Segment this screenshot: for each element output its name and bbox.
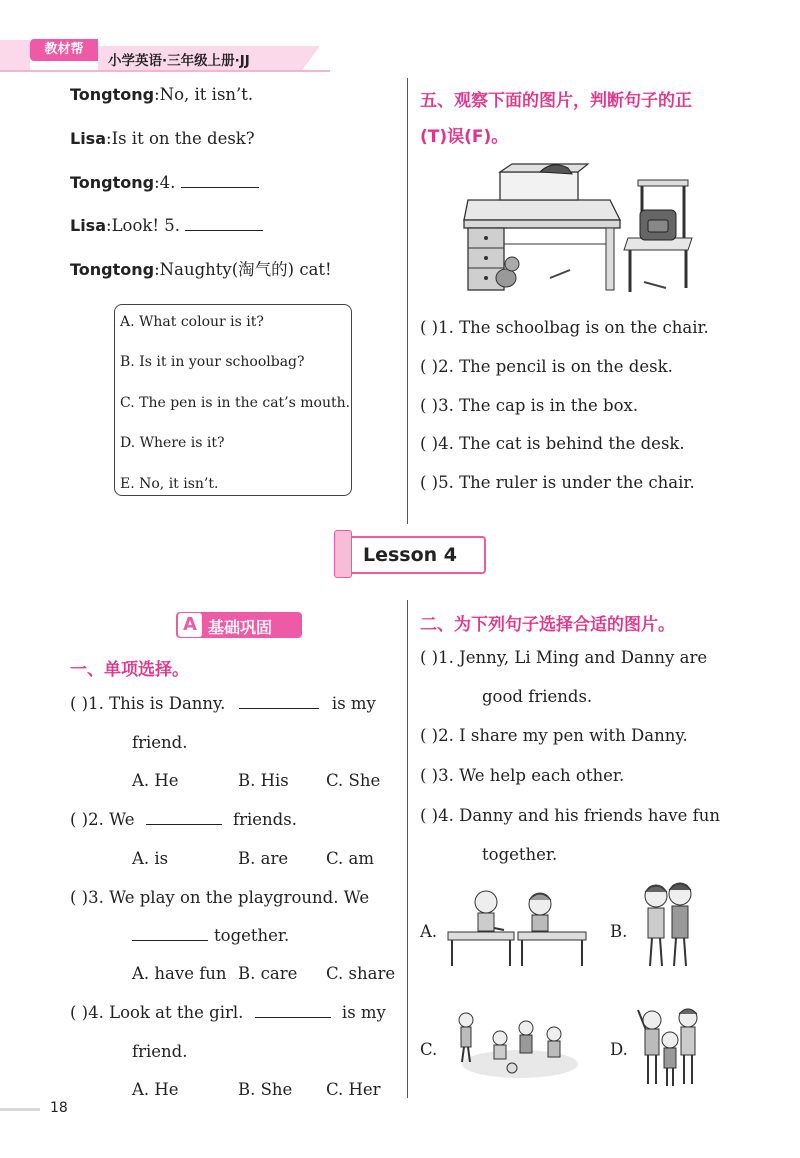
option-e: E. No, it isn’t.	[120, 476, 219, 492]
q1-line-2: friend.	[132, 733, 188, 752]
q2-opt-c: C. am	[326, 849, 375, 868]
s2-item-1: ( )1. Jenny, Li Ming and Danny are	[420, 648, 708, 667]
s2-item-2: ( )2. I share my pen with Danny.	[420, 726, 688, 745]
section5-title-1: 五、观察下面的图片，判断句子的正	[420, 91, 692, 111]
q1-opt-b: B. His	[238, 771, 289, 790]
dialogue-line-5: Tongtong:Naughty(淘气的) cat!	[70, 260, 332, 279]
answer-blank[interactable]	[239, 695, 319, 709]
q2-opt-b: B. are	[238, 849, 289, 868]
q4-opt-b: B. She	[238, 1080, 293, 1099]
picture-c-kids-playing	[450, 1010, 582, 1084]
s2-item-1-line-2: good friends.	[482, 687, 593, 706]
picture-b-two-girls	[636, 880, 700, 972]
section5-item-5: ( )5. The ruler is under the chair.	[420, 473, 695, 492]
header-badge: 教材帮	[30, 39, 98, 61]
page-number-bar	[0, 1108, 40, 1111]
page-number: 18	[50, 1100, 68, 1116]
q4-opt-c: C. Her	[326, 1080, 381, 1099]
pic-label-b: B.	[610, 922, 628, 941]
section5-title-2: (T)误(F)。	[420, 127, 509, 147]
q2-line: ( )2. We friends.	[70, 810, 297, 829]
header-underline	[0, 70, 330, 72]
q3-opt-c: C. share	[326, 964, 396, 983]
q1-line: ( )1. This is Danny. is my	[70, 694, 376, 713]
dialogue-line-3: Tongtong:4.	[70, 173, 259, 193]
dialogue-line-2: Lisa:Is it on the desk?	[70, 129, 255, 148]
section2-title: 二、为下列句子选择合适的图片。	[420, 615, 675, 635]
s2-item-4-line-2: together.	[482, 845, 558, 864]
s2-item-4: ( )4. Danny and his friends have fun	[420, 806, 720, 825]
q3-line-2: together.	[132, 926, 289, 946]
section5-item-1: ( )1. The schoolbag is on the chair.	[420, 318, 709, 337]
q1-opt-c: C. She	[326, 771, 381, 790]
option-b: B. Is it in your schoolbag?	[120, 354, 305, 370]
section5-item-4: ( )4. The cat is behind the desk.	[420, 434, 685, 453]
answer-blank[interactable]	[132, 927, 208, 941]
dialogue-line-1: Tongtong:No, it isn’t.	[70, 85, 254, 104]
option-a: A. What colour is it?	[120, 314, 264, 330]
answer-blank[interactable]	[255, 1004, 331, 1018]
pic-label-c: C.	[420, 1040, 438, 1059]
dialogue-line-4: Lisa:Look! 5.	[70, 216, 263, 236]
section5-item-2: ( )2. The pencil is on the desk.	[420, 357, 673, 376]
q4-line-2: friend.	[132, 1042, 188, 1061]
q2-opt-a: A. is	[132, 849, 169, 868]
answer-blank[interactable]	[181, 174, 259, 188]
column-divider-top	[407, 78, 408, 524]
q3-opt-a: A. have fun	[132, 964, 227, 983]
lesson-title: Lesson 4	[362, 544, 458, 566]
pic-label-a: A.	[420, 922, 438, 941]
q3-line: ( )3. We play on the playground. We	[70, 888, 370, 907]
q3-opt-b: B. care	[238, 964, 298, 983]
desk-chair-illustration	[460, 160, 700, 300]
column-divider-bottom	[407, 600, 408, 1098]
header-title: 小学英语·三年级上册·JJ	[108, 53, 250, 69]
picture-d-group-waving	[634, 1000, 704, 1090]
section1-title: 一、单项选择。	[70, 660, 189, 680]
q4-opt-a: A. He	[132, 1080, 179, 1099]
section5-item-3: ( )3. The cap is in the box.	[420, 396, 639, 415]
pic-label-d: D.	[610, 1040, 628, 1059]
part-a-letter: A	[178, 613, 202, 637]
option-c: C. The pen is in the cat’s mouth.	[120, 395, 351, 411]
answer-blank[interactable]	[146, 811, 222, 825]
option-d: D. Where is it?	[120, 435, 225, 451]
s2-item-3: ( )3. We help each other.	[420, 766, 625, 785]
part-a-label: 基础巩固	[208, 618, 273, 637]
q4-line: ( )4. Look at the girl. is my	[70, 1003, 386, 1022]
header-accent	[0, 40, 30, 70]
q1-opt-a: A. He	[132, 771, 179, 790]
answer-blank[interactable]	[185, 217, 263, 231]
picture-a-kids-at-desks	[446, 884, 590, 970]
